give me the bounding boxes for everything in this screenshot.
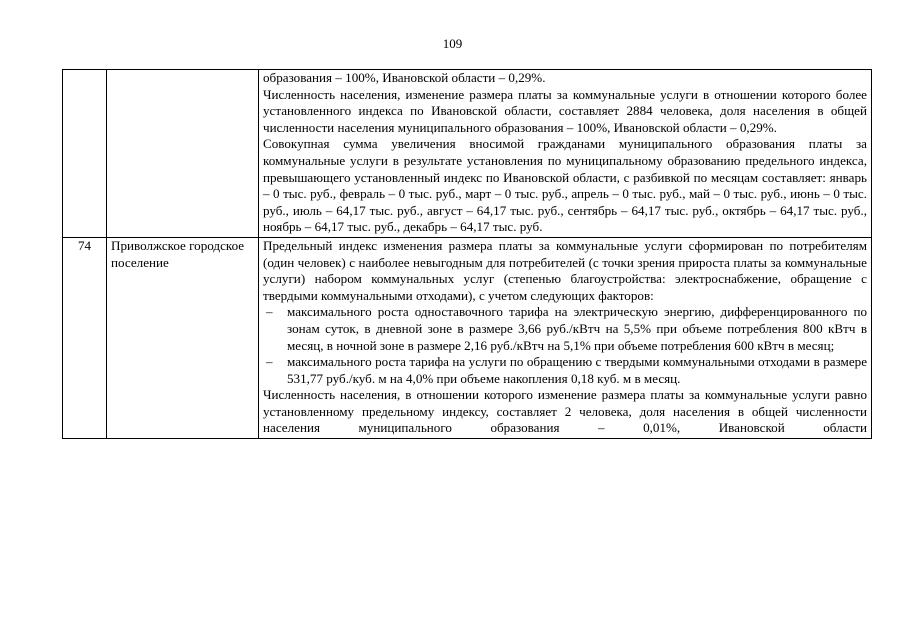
description-cell bbox=[259, 70, 872, 238]
document-table bbox=[62, 69, 872, 439]
paragraph: Совокупная сумма увеличения вносимой гражданами муниципального образования платы за коммунальные услуги в результате установления по муниципальному образованию предельного индекса, превышающего установленный индекс по Ивановской области, с разбивкой по месяцам составляет: январь – 0 тыс. руб., февраль – 0 тыс. руб., март – 0 тыс. руб., апрель – 0 тыс. руб., май – 0 тыс. руб., июнь – 0 тыс. руб., июль – 64,17 тыс. руб., август – 64,17 тыс. руб., сентябрь – 64,17 тыс. руб., октябрь – 64,17 тыс. руб., ноябрь – 64,17 тыс. руб., декабрь – 64,17 тыс. руб. bbox=[263, 136, 867, 235]
table-row bbox=[63, 237, 872, 438]
list-item-text: максимального роста тарифа на услуги по обращению с твердыми коммунальными отходами в размере 531,77 руб./куб. м на 4,0% при объеме накопления 0,18 куб. м в месяц. bbox=[287, 354, 867, 386]
row-number-cell bbox=[63, 70, 107, 238]
list-item bbox=[263, 354, 867, 387]
closing-paragraph: Численность населения, в отношении которого изменение размера платы за коммунальные услуги равно установленному предельному индексу, составляет 2 человека, доля населения в общей численности населения муниципального образования – 0,01%, Ивановской области bbox=[263, 387, 867, 436]
paragraph: Численность населения, изменение размера платы за коммунальные услуги в отношении которого более установленного индекса по Ивановской области, составляет 2884 человека, доля населения в общей численности населения муниципального образования – 100%, Ивановской области – 0,29%. bbox=[263, 86, 867, 135]
municipality-name-cell bbox=[107, 70, 259, 238]
row-number-cell: 74 bbox=[63, 237, 107, 438]
paragraph: образования – 100%, Ивановской области – 0,29%. bbox=[263, 70, 546, 85]
dash-bullet: – bbox=[266, 354, 273, 370]
description-cell bbox=[259, 237, 872, 438]
municipality-name-cell: Приволжское городское поселение bbox=[107, 237, 259, 438]
table-row bbox=[63, 70, 872, 238]
page-number: 109 bbox=[442, 36, 463, 51]
dash-bullet: – bbox=[266, 304, 273, 320]
list-item-text: максимального роста одноставочного тарифа на электрическую энергию, дифференцированного по зонам суток, в дневной зоне в размере 3,66 руб./кВтч на 5,5% при объеме потребления 800 кВтч в месяц, в ночной зоне в размере 2,16 руб./кВтч на 5,1% при объеме потребления 600 кВтч в месяц; bbox=[287, 304, 867, 353]
list-item bbox=[263, 304, 867, 354]
intro-paragraph: Предельный индекс изменения размера платы за коммунальные услуги сформирован по потребителям (один человек) с наиболее невыгодным для потребителей (с точки зрения прироста платы за коммунальные услуги) набором коммунальных услуг (степенью благоустройства: электроснабжение, обращение с твердыми коммунальными отходами), с учетом следующих факторов: bbox=[263, 237, 867, 303]
